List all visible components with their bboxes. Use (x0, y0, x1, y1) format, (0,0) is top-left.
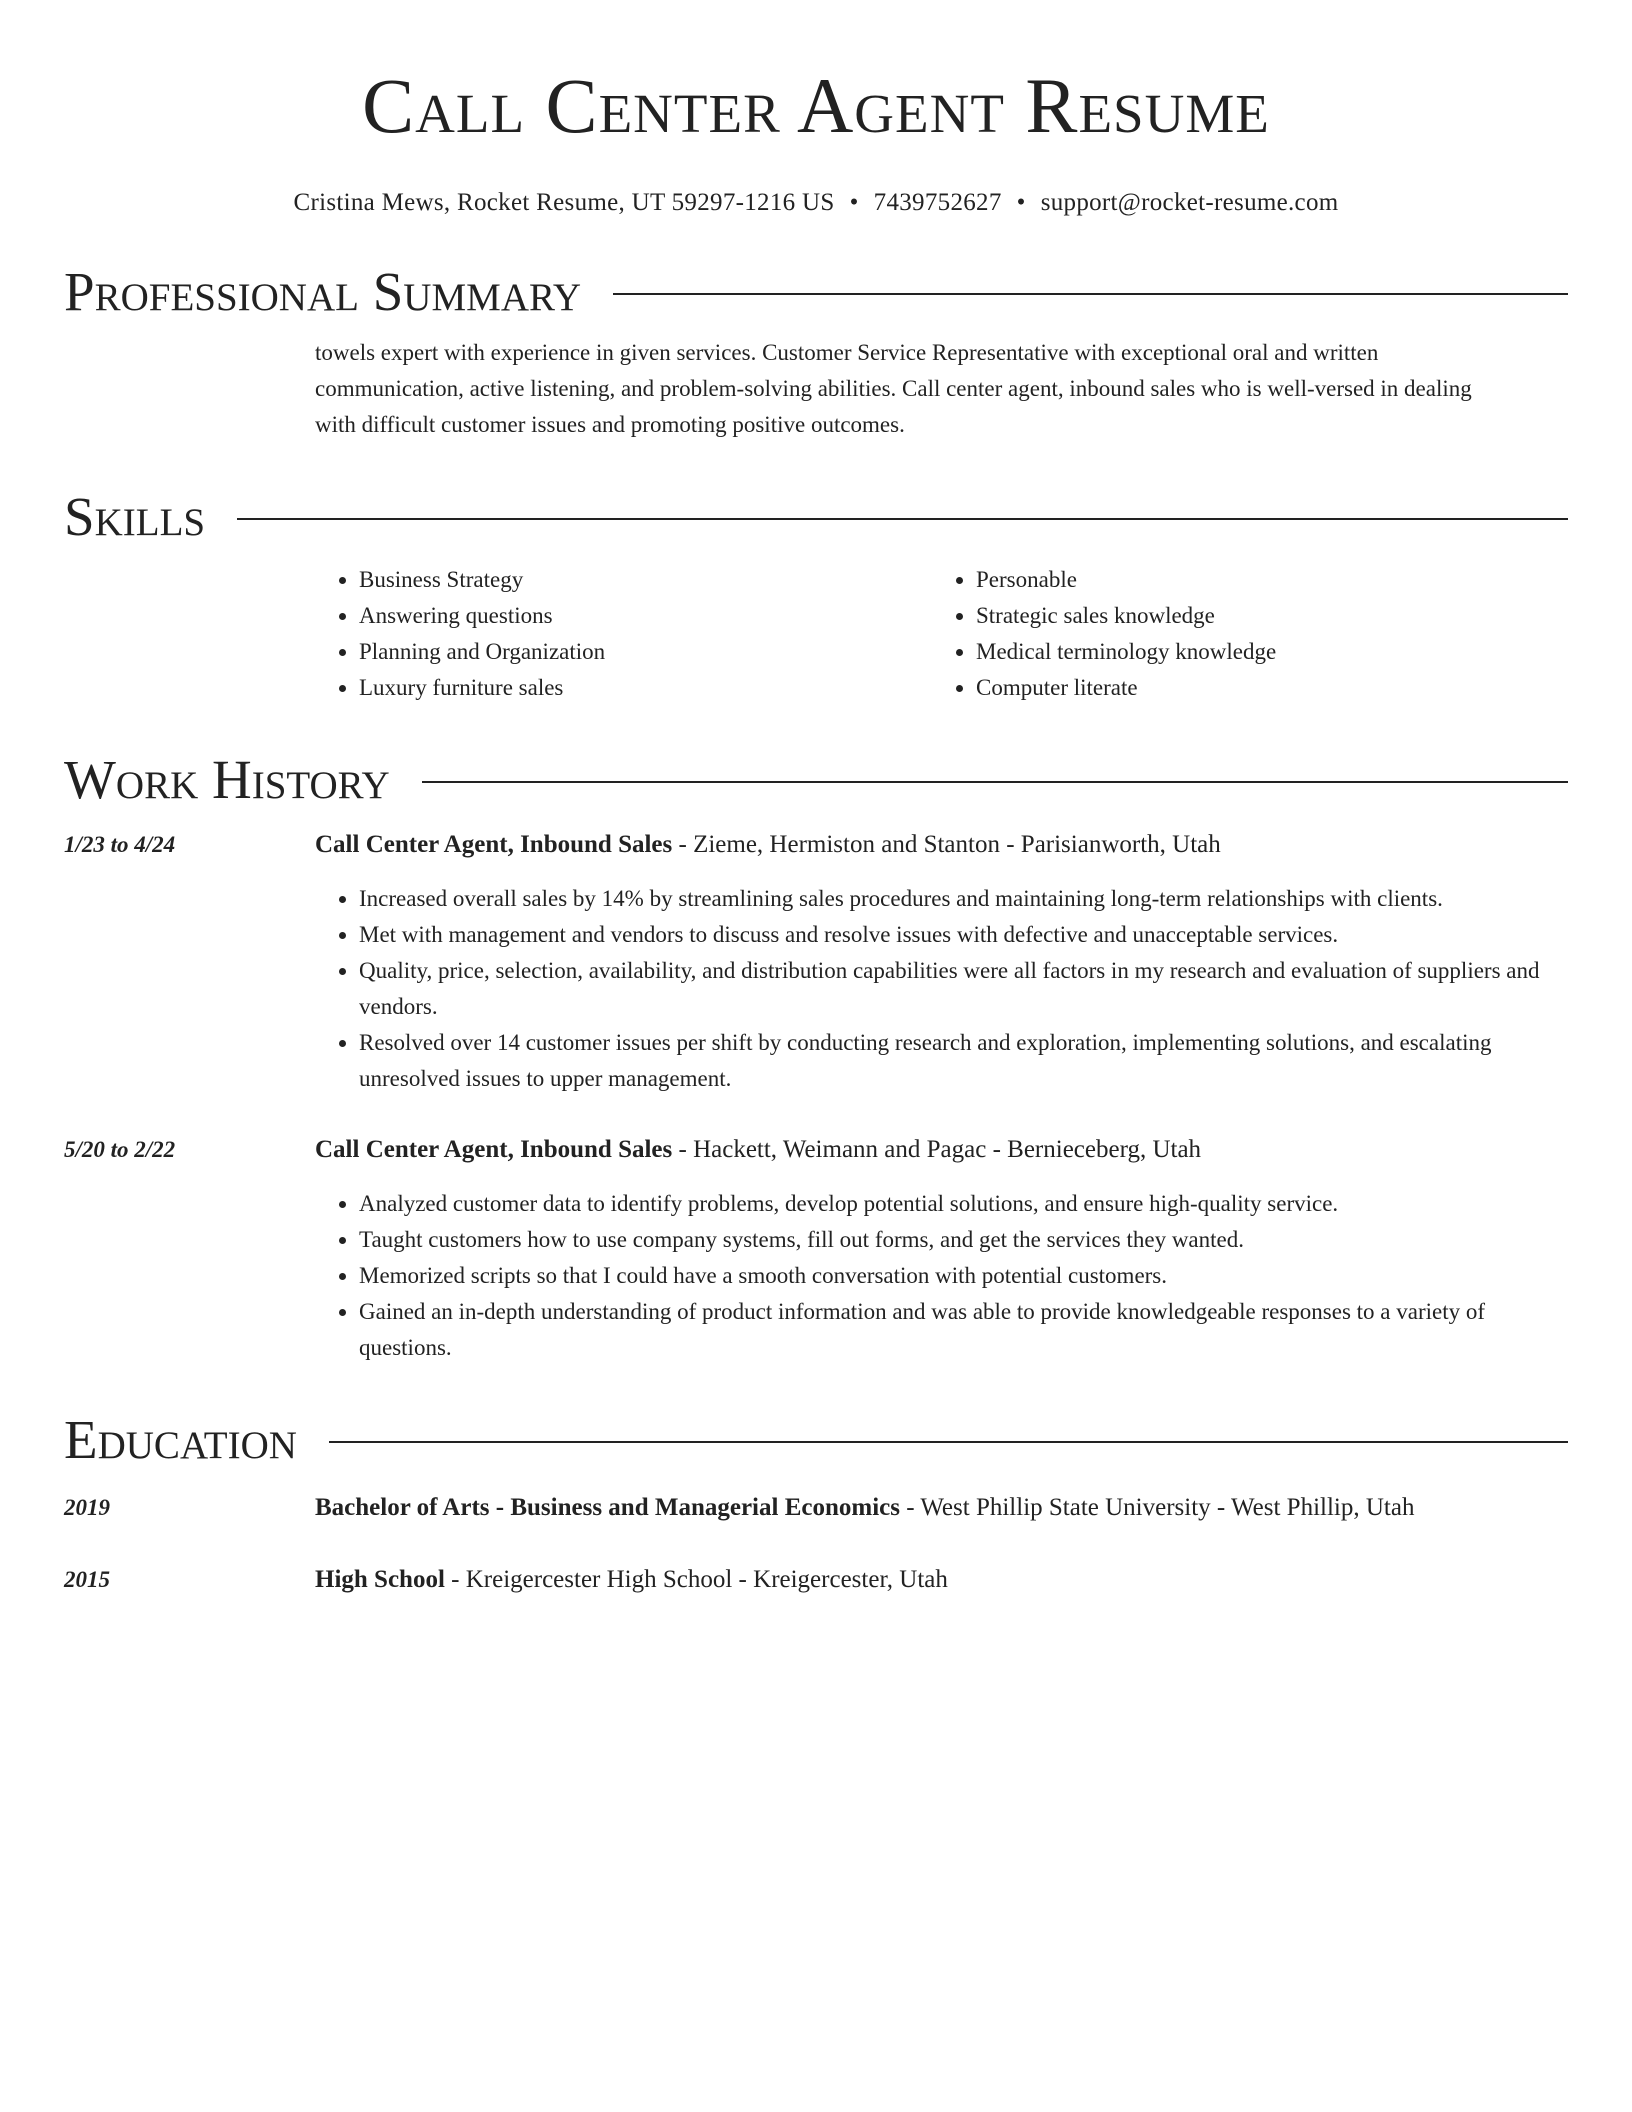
skill-item: • Personable (976, 562, 1549, 598)
summary-heading: Professional Summary (64, 261, 582, 322)
contact-email: support@rocket-resume.com (1040, 189, 1339, 216)
skill-item: • Planning and Organization (359, 634, 932, 670)
job-dates: 1/23 to 4/24 (64, 832, 176, 857)
job-title: Call Center Agent, Inbound Sales (315, 1136, 673, 1163)
resume-page (64, 0, 1568, 1598)
job-content (315, 827, 1568, 1097)
skill-item: • Luxury furniture sales (359, 670, 932, 706)
education-year: 2015 (64, 1567, 110, 1592)
skills-heading: Skills (64, 486, 206, 547)
job-employer: - Hackett, Weimann and Pagac - Bernieceberg, Utah (672, 1136, 1202, 1163)
skills-column-left (315, 562, 932, 706)
job-bullet: • Met with management and vendors to discuss and resolve issues with defective and unacceptable services. (359, 917, 1568, 953)
skills-list (315, 562, 1568, 706)
section-divider (422, 781, 1568, 783)
education-entry (64, 1562, 1568, 1598)
job-bullets (315, 1186, 1568, 1366)
job-content (315, 1132, 1568, 1366)
resume-title: Call Center Agent Resume (362, 62, 1270, 149)
job-heading (315, 1132, 1568, 1168)
job-entry (64, 1132, 1568, 1366)
skills-section-header (64, 487, 1568, 547)
contact-line (64, 188, 1568, 218)
job-bullet: • Increased overall sales by 14% by streamlining sales procedures and maintaining long-term relationships with clients. (359, 881, 1568, 917)
job-heading (315, 827, 1568, 863)
work-section-header (64, 750, 1568, 810)
contact-separator: • (849, 189, 859, 216)
job-employer: - Zieme, Hermiston and Stanton - Parisianworth, Utah (672, 831, 1221, 858)
skills-column-right (932, 562, 1549, 706)
skill-item: • Business Strategy (359, 562, 932, 598)
education-degree: High School (315, 1566, 445, 1593)
education-content (315, 1490, 1568, 1526)
work-heading: Work History (64, 749, 390, 810)
skill-item: • Answering questions (359, 598, 932, 634)
education-school: - Kreigercester High School - Kreigercester, Utah (444, 1566, 948, 1593)
summary-text: towels expert with experience in given services. Customer Service Representative with exceptional oral and written communication, active listening, and problem-solving abilities. Call center agent, inbound sales who is well-versed in dealing with difficult customer issues and promoting positive outcomes. (315, 340, 1472, 437)
section-divider (613, 293, 1568, 295)
job-bullet: • Gained an in-depth understanding of product information and was able to provide knowledgeable responses to a variety of questions. (359, 1294, 1568, 1366)
job-title: Call Center Agent, Inbound Sales (315, 831, 673, 858)
contact-phone: 7439752627 (873, 189, 1002, 216)
job-bullets (315, 881, 1568, 1097)
education-heading: Education (64, 1409, 297, 1470)
education-year: 2019 (64, 1495, 110, 1520)
education-entry (64, 1490, 1568, 1526)
contact-separator: • (1016, 189, 1026, 216)
summary-section-header (64, 262, 1568, 322)
section-divider (237, 518, 1568, 520)
job-bullet: • Resolved over 14 customer issues per shift by conducting research and exploration, implementing solutions, and escalating unresolved issues to upper management. (359, 1025, 1568, 1097)
section-divider (329, 1441, 1568, 1443)
job-bullet: • Quality, price, selection, availability, and distribution capabilities were all factors in my research and evaluation of suppliers and vendors. (359, 953, 1568, 1025)
job-bullet: • Analyzed customer data to identify problems, develop potential solutions, and ensure high-quality service. (359, 1186, 1568, 1222)
education-content (315, 1562, 1568, 1598)
job-entry (64, 827, 1568, 1097)
skill-item: • Strategic sales knowledge (976, 598, 1549, 634)
job-bullet: • Memorized scripts so that I could have a smooth conversation with potential customers. (359, 1258, 1568, 1294)
education-section-header (64, 1410, 1568, 1470)
job-bullet: • Taught customers how to use company systems, fill out forms, and get the services they wanted. (359, 1222, 1568, 1258)
job-dates: 5/20 to 2/22 (64, 1137, 176, 1162)
contact-address: Cristina Mews, Rocket Resume, UT 59297-1216 US (293, 189, 835, 216)
skill-item: • Computer literate (976, 670, 1549, 706)
skill-item: • Medical terminology knowledge (976, 634, 1549, 670)
education-school: - West Phillip State University - West Phillip, Utah (899, 1494, 1415, 1521)
education-degree: Bachelor of Arts - Business and Managerial Economics (315, 1494, 900, 1521)
